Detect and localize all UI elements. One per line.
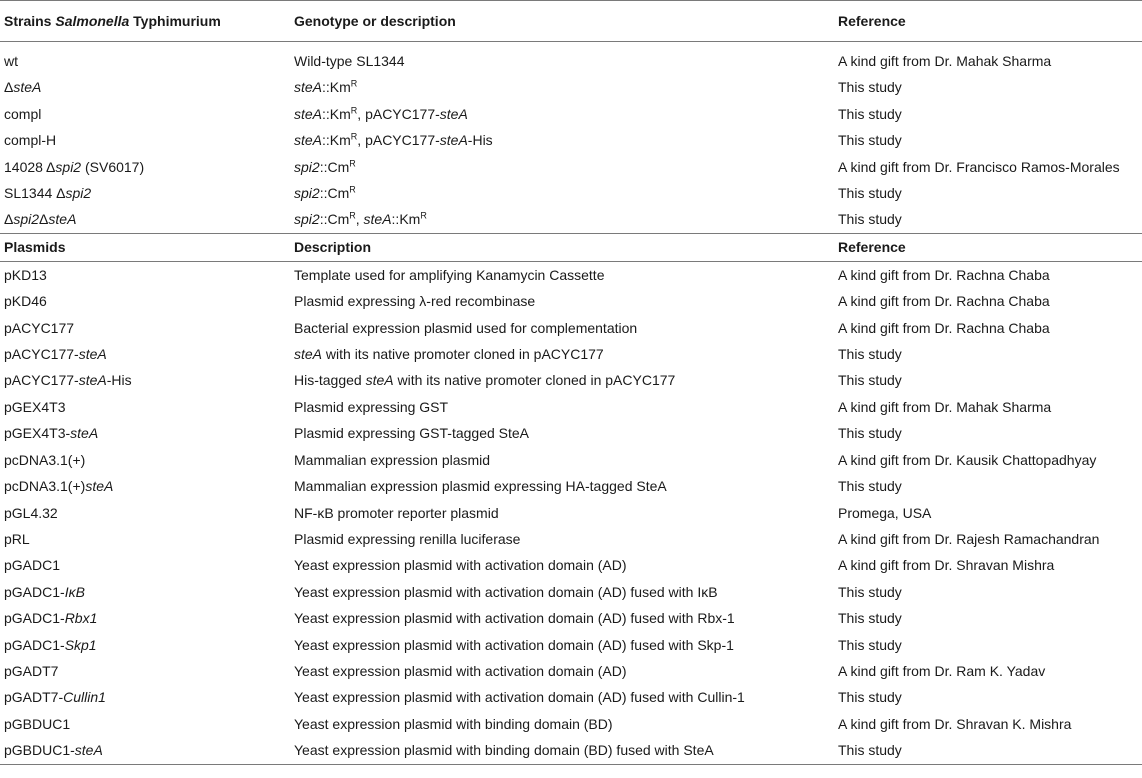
plasmid-description-cell: Yeast expression plasmid with binding domain (BD) fused with SteA [290, 737, 834, 764]
strain-reference-cell: This study [838, 132, 902, 149]
plasmid-row [0, 579, 1142, 605]
plasmid-name-cell: pGEX4T3-steA [4, 425, 99, 442]
plasmid-row [0, 552, 1142, 578]
plasmid-name-cell: pKD13 [4, 266, 47, 283]
plasmid-row [0, 605, 1142, 631]
plasmid-row [0, 447, 1142, 473]
plasmid-name-cell: pGADT7 [4, 662, 59, 679]
strain-reference-cell: This study [838, 185, 902, 202]
plasmid-row [0, 500, 1142, 526]
strain-reference-cell: This study [838, 105, 902, 122]
plasmid-description-cell: steA with its native promoter cloned in pACYC177 [294, 346, 604, 363]
plasmid-row [0, 288, 1142, 314]
strains-column-header: Strains Salmonella Typhimurium [0, 1, 290, 42]
plasmid-description-cell: His-tagged steA with its native promoter cloned in pACYC177 [294, 372, 676, 389]
plasmid-row [0, 632, 1142, 658]
description-column-header: Description [290, 233, 834, 261]
plasmid-name-cell: pGADC1 [4, 557, 61, 574]
plasmid-row [0, 341, 1142, 367]
plasmid-reference-cell: A kind gift from Dr. Ram K. Yadav [838, 662, 1046, 679]
plasmid-description-cell: Yeast expression plasmid with activation domain (AD) fused with Skp-1 [294, 636, 734, 653]
plasmid-description-cell: Plasmid expressing GST-tagged SteA [294, 425, 530, 442]
genotype-column-header: Genotype or description [290, 1, 834, 42]
plasmid-description-cell: Plasmid expressing λ-red recombinase [294, 293, 536, 310]
plasmid-description-cell: NF-κB promoter reporter plasmid [294, 504, 499, 521]
strain-reference-cell: A kind gift from Dr. Mahak Sharma [838, 53, 1052, 69]
plasmid-name-cell: pGADC1-Skp1 [4, 636, 97, 653]
plasmid-reference-cell: This study [838, 346, 902, 363]
plasmid-description-cell: Plasmid expressing GST [294, 398, 449, 415]
plasmid-reference-cell: This study [838, 583, 902, 600]
plasmid-name-cell: pcDNA3.1(+)steA [4, 478, 114, 495]
strain-name-cell: compl [4, 105, 42, 122]
strain-row [0, 48, 1142, 74]
strains-body [0, 48, 1142, 233]
strain-description-cell: $steA::Km^R$, pACYC177-steA [294, 105, 468, 122]
plasmid-reference-cell: This study [838, 372, 902, 389]
strain-row [0, 101, 1142, 127]
plasmid-description-cell: Yeast expression plasmid with activation domain (AD) fused with Cullin-1 [294, 689, 745, 706]
strains-header-row [0, 1, 1142, 42]
plasmid-row [0, 394, 1142, 420]
strain-row [0, 74, 1142, 100]
plasmid-name-cell: pGL4.32 [4, 504, 58, 521]
plasmid-description-cell: Yeast expression plasmid with activation domain (AD) fused with Rbx-1 [294, 610, 735, 627]
strain-description-cell: $steA::Km^R$, pACYC177-steA-His [294, 131, 493, 149]
plasmid-reference-column-header: Reference [834, 233, 1142, 261]
plasmid-description-cell: Yeast expression plasmid with activation domain (AD) [294, 662, 627, 679]
strain-name-cell: 14028 Δspi2 (SV6017) [4, 158, 145, 175]
strain-reference-cell: This study [838, 211, 902, 228]
strain-row [0, 206, 1142, 233]
plasmid-name-cell: pGADT7-Cullin1 [4, 689, 106, 706]
plasmid-description-cell: Plasmid expressing renilla luciferase [294, 530, 521, 547]
plasmid-description-cell: Mammalian expression plasmid expressing HA-tagged SteA [294, 478, 667, 495]
plasmid-reference-cell: This study [838, 425, 902, 442]
strain-description-cell: $steA::Km^R$ [294, 78, 358, 96]
plasmid-row [0, 711, 1142, 737]
strain-reference-cell: This study [838, 79, 902, 96]
plasmid-row [0, 684, 1142, 710]
plasmid-row [0, 658, 1142, 684]
strain-name-cell: compl-H [4, 132, 57, 149]
plasmid-name-cell: pGADC1-Rbx1 [4, 610, 98, 627]
plasmid-row [0, 420, 1142, 446]
plasmid-reference-cell: A kind gift from Dr. Shravan K. Mishra [838, 715, 1072, 732]
plasmid-row [0, 315, 1142, 341]
plasmid-reference-cell: This study [838, 610, 902, 627]
plasmid-reference-cell: A kind gift from Dr. Kausik Chattopadhyay [838, 451, 1097, 468]
plasmid-reference-cell: Promega, USA [838, 504, 932, 521]
plasmid-reference-cell: A kind gift from Dr. Rachna Chaba [838, 319, 1050, 336]
plasmid-name-cell: pACYC177-steA [4, 346, 107, 363]
plasmid-description-cell: Mammalian expression plasmid [294, 451, 491, 468]
plasmid-reference-cell: A kind gift from Dr. Shravan Mishra [838, 557, 1055, 574]
strain-description-cell: $spi2::Cm^R$ [294, 157, 356, 175]
plasmid-reference-cell: This study [838, 478, 902, 495]
strain-row [0, 180, 1142, 206]
plasmid-name-cell: pACYC177 [4, 319, 75, 336]
plasmid-row [0, 367, 1142, 393]
strain-name-cell: SL1344 Δspi2 [4, 185, 92, 202]
plasmids-header-row [0, 233, 1142, 261]
plasmid-reference-cell: A kind gift from Dr. Rajesh Ramachandran [838, 530, 1100, 547]
plasmid-reference-cell: A kind gift from Dr. Rachna Chaba [838, 266, 1050, 283]
plasmid-name-cell: pGBDUC1-steA [0, 737, 290, 764]
strain-description-cell: Wild-type SL1344 [294, 53, 405, 69]
plasmid-name-cell: pGBDUC1 [4, 715, 71, 732]
plasmid-reference-cell: This study [834, 737, 1142, 764]
plasmid-reference-cell: A kind gift from Dr. Mahak Sharma [838, 398, 1052, 415]
plasmids-column-header: Plasmids [0, 233, 290, 261]
plasmid-row [0, 526, 1142, 552]
plasmid-row [0, 473, 1142, 499]
reference-column-header: Reference [834, 1, 1142, 42]
plasmid-name-cell: pACYC177-steA-His [4, 372, 132, 389]
strain-name-cell: ΔsteA [4, 79, 42, 96]
strain-row [0, 127, 1142, 153]
plasmid-description-cell: Yeast expression plasmid with activation domain (AD) [294, 557, 627, 574]
strain-description-cell: $spi2::Cm^R$, $steA::Km^R$ [294, 210, 427, 228]
strain-name-cell: Δspi2ΔsteA [4, 211, 77, 228]
plasmid-name-cell: pGADC1-IκB [4, 583, 85, 600]
plasmid-description-cell: Yeast expression plasmid with activation domain (AD) fused with IκB [294, 583, 718, 600]
plasmid-name-cell: pGEX4T3 [4, 398, 66, 415]
plasmid-row [0, 737, 1142, 764]
plasmid-description-cell: Yeast expression plasmid with binding domain (BD) [294, 715, 613, 732]
plasmid-row [0, 261, 1142, 288]
strain-description-cell: $spi2::Cm^R$ [294, 184, 356, 202]
plasmid-description-cell: Bacterial expression plasmid used for complementation [294, 319, 638, 336]
plasmids-body [0, 261, 1142, 764]
plasmid-name-cell: pRL [4, 530, 30, 547]
plasmid-reference-cell: A kind gift from Dr. Rachna Chaba [838, 293, 1050, 310]
strain-row [0, 154, 1142, 180]
plasmid-name-cell: pKD46 [4, 293, 47, 310]
plasmid-name-cell: pcDNA3.1(+) [4, 451, 86, 468]
strain-reference-cell: A kind gift from Dr. Francisco Ramos-Morales [838, 158, 1120, 175]
plasmid-reference-cell: This study [838, 689, 902, 706]
plasmid-description-cell: Template used for amplifying Kanamycin Cassette [294, 266, 605, 283]
plasmid-reference-cell: This study [838, 636, 902, 653]
strain-name-cell: wt [4, 53, 18, 69]
